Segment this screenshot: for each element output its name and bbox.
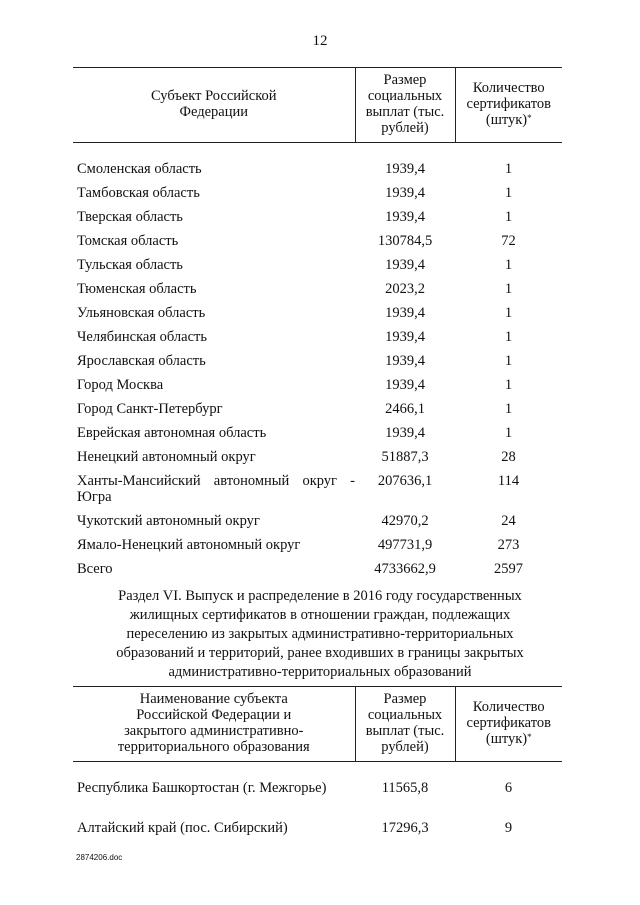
closed-territories-table xyxy=(73,686,562,840)
header-subject: Наименование субъекта Российской Федерации и закрытого административно-территориального образования xyxy=(73,687,355,762)
table-row xyxy=(73,205,562,229)
certificate-count: 1 xyxy=(504,424,513,441)
subject-name: Город Санкт-Петербург xyxy=(77,400,223,417)
header-count: Количество сертификатов (штук)* xyxy=(455,687,562,762)
payment-value: 207636,1 xyxy=(377,472,433,489)
table-row xyxy=(73,469,562,509)
payment-value: 1939,4 xyxy=(385,376,425,393)
header-count: Количество сертификатов (штук)* xyxy=(455,68,562,143)
table-row xyxy=(73,557,562,581)
table-row xyxy=(73,229,562,253)
subject-name: Всего xyxy=(77,560,113,577)
subject-name: Ярославская область xyxy=(77,352,206,369)
payment-value: 51887,3 xyxy=(381,448,429,465)
certificate-count: 6 xyxy=(504,779,513,796)
table-row xyxy=(73,277,562,301)
section-title: Раздел VI. Выпуск и распределение в 2016 году государственных жилищных сертификатов в отношении граждан, подлежащих переселению из закрытых административно-территориальных образований и территорий, ранее входивших в границы закрытых административно-территориальных образований xyxy=(116,588,524,680)
social-payments-table xyxy=(73,67,562,581)
table-row xyxy=(73,253,562,277)
header-payments: Размер социальных выплат (тыс. рублей) xyxy=(355,687,455,762)
payment-value: 1939,4 xyxy=(385,160,425,177)
certificate-count: 9 xyxy=(504,819,513,836)
subject-name: Ямало-Ненецкий автономный округ xyxy=(77,536,301,553)
subject-name: Тюменская область xyxy=(77,280,197,297)
certificate-count: 72 xyxy=(501,232,516,249)
subject-name: Ханты-Мансийский автономный округ - Югра xyxy=(77,472,355,505)
certificate-count: 1 xyxy=(504,400,513,417)
payment-value: 1939,4 xyxy=(385,184,425,201)
table-row xyxy=(73,816,562,840)
subject-name: Смоленская область xyxy=(77,160,202,177)
table-row xyxy=(73,181,562,205)
table-row xyxy=(73,349,562,373)
payment-value: 1939,4 xyxy=(385,424,425,441)
certificate-count: 1 xyxy=(504,352,513,369)
payment-value: 1939,4 xyxy=(385,256,425,273)
payment-value: 17296,3 xyxy=(381,819,429,836)
payment-value: 2023,2 xyxy=(385,280,425,297)
subject-name: Томская область xyxy=(77,232,179,249)
table-row xyxy=(73,325,562,349)
certificate-count: 1 xyxy=(504,328,513,345)
payment-value: 130784,5 xyxy=(377,232,433,249)
table-row xyxy=(73,776,562,816)
certificate-count: 28 xyxy=(501,448,516,465)
certificate-count: 114 xyxy=(497,472,520,489)
payment-value: 42970,2 xyxy=(381,512,429,529)
header-payments: Размер социальных выплат (тыс. рублей) xyxy=(355,68,455,143)
certificate-count: 1 xyxy=(504,208,513,225)
subject-name: Челябинская область xyxy=(77,328,207,345)
table-row xyxy=(73,373,562,397)
page-number: 12 xyxy=(312,33,328,49)
subject-name: Город Москва xyxy=(77,376,164,393)
subject-name: Ненецкий автономный округ xyxy=(77,448,256,465)
subject-name: Тамбовская область xyxy=(77,184,200,201)
subject-name: Тульская область xyxy=(77,256,183,273)
table-header-row xyxy=(73,687,562,762)
table-header-row xyxy=(73,68,562,143)
header-subject: Субъект Российской Федерации xyxy=(73,68,355,143)
certificate-count: 1 xyxy=(504,184,513,201)
payment-value: 2466,1 xyxy=(385,400,425,417)
certificate-count: 24 xyxy=(501,512,516,529)
table-row xyxy=(73,301,562,325)
document-filename: 2874206.doc xyxy=(76,853,123,862)
payment-value: 1939,4 xyxy=(385,208,425,225)
table-row xyxy=(73,509,562,533)
subject-name: Ульяновская область xyxy=(77,304,206,321)
certificate-count: 2597 xyxy=(494,560,523,577)
table-row xyxy=(73,421,562,445)
certificate-count: 1 xyxy=(504,280,513,297)
payment-value: 1939,4 xyxy=(385,328,425,345)
payment-value: 1939,4 xyxy=(385,304,425,321)
subject-name: Республика Башкортостан (г. Межгорье) xyxy=(77,779,327,796)
table-row xyxy=(73,397,562,421)
payment-value: 11565,8 xyxy=(381,779,429,796)
subject-name: Чукотский автономный округ xyxy=(77,512,260,529)
certificate-count: 1 xyxy=(504,376,513,393)
subject-name: Алтайский край (пос. Сибирский) xyxy=(77,819,288,836)
table-row xyxy=(73,533,562,557)
payment-value: 4733662,9 xyxy=(374,560,436,577)
payment-value: 497731,9 xyxy=(377,536,433,553)
subject-name: Еврейская автономная область xyxy=(77,424,267,441)
subject-name: Тверская область xyxy=(77,208,183,225)
table-row xyxy=(73,157,562,181)
table-row xyxy=(73,445,562,469)
certificate-count: 273 xyxy=(497,536,520,553)
certificate-count: 1 xyxy=(504,256,513,273)
certificate-count: 1 xyxy=(504,304,513,321)
certificate-count: 1 xyxy=(504,160,513,177)
payment-value: 1939,4 xyxy=(385,352,425,369)
